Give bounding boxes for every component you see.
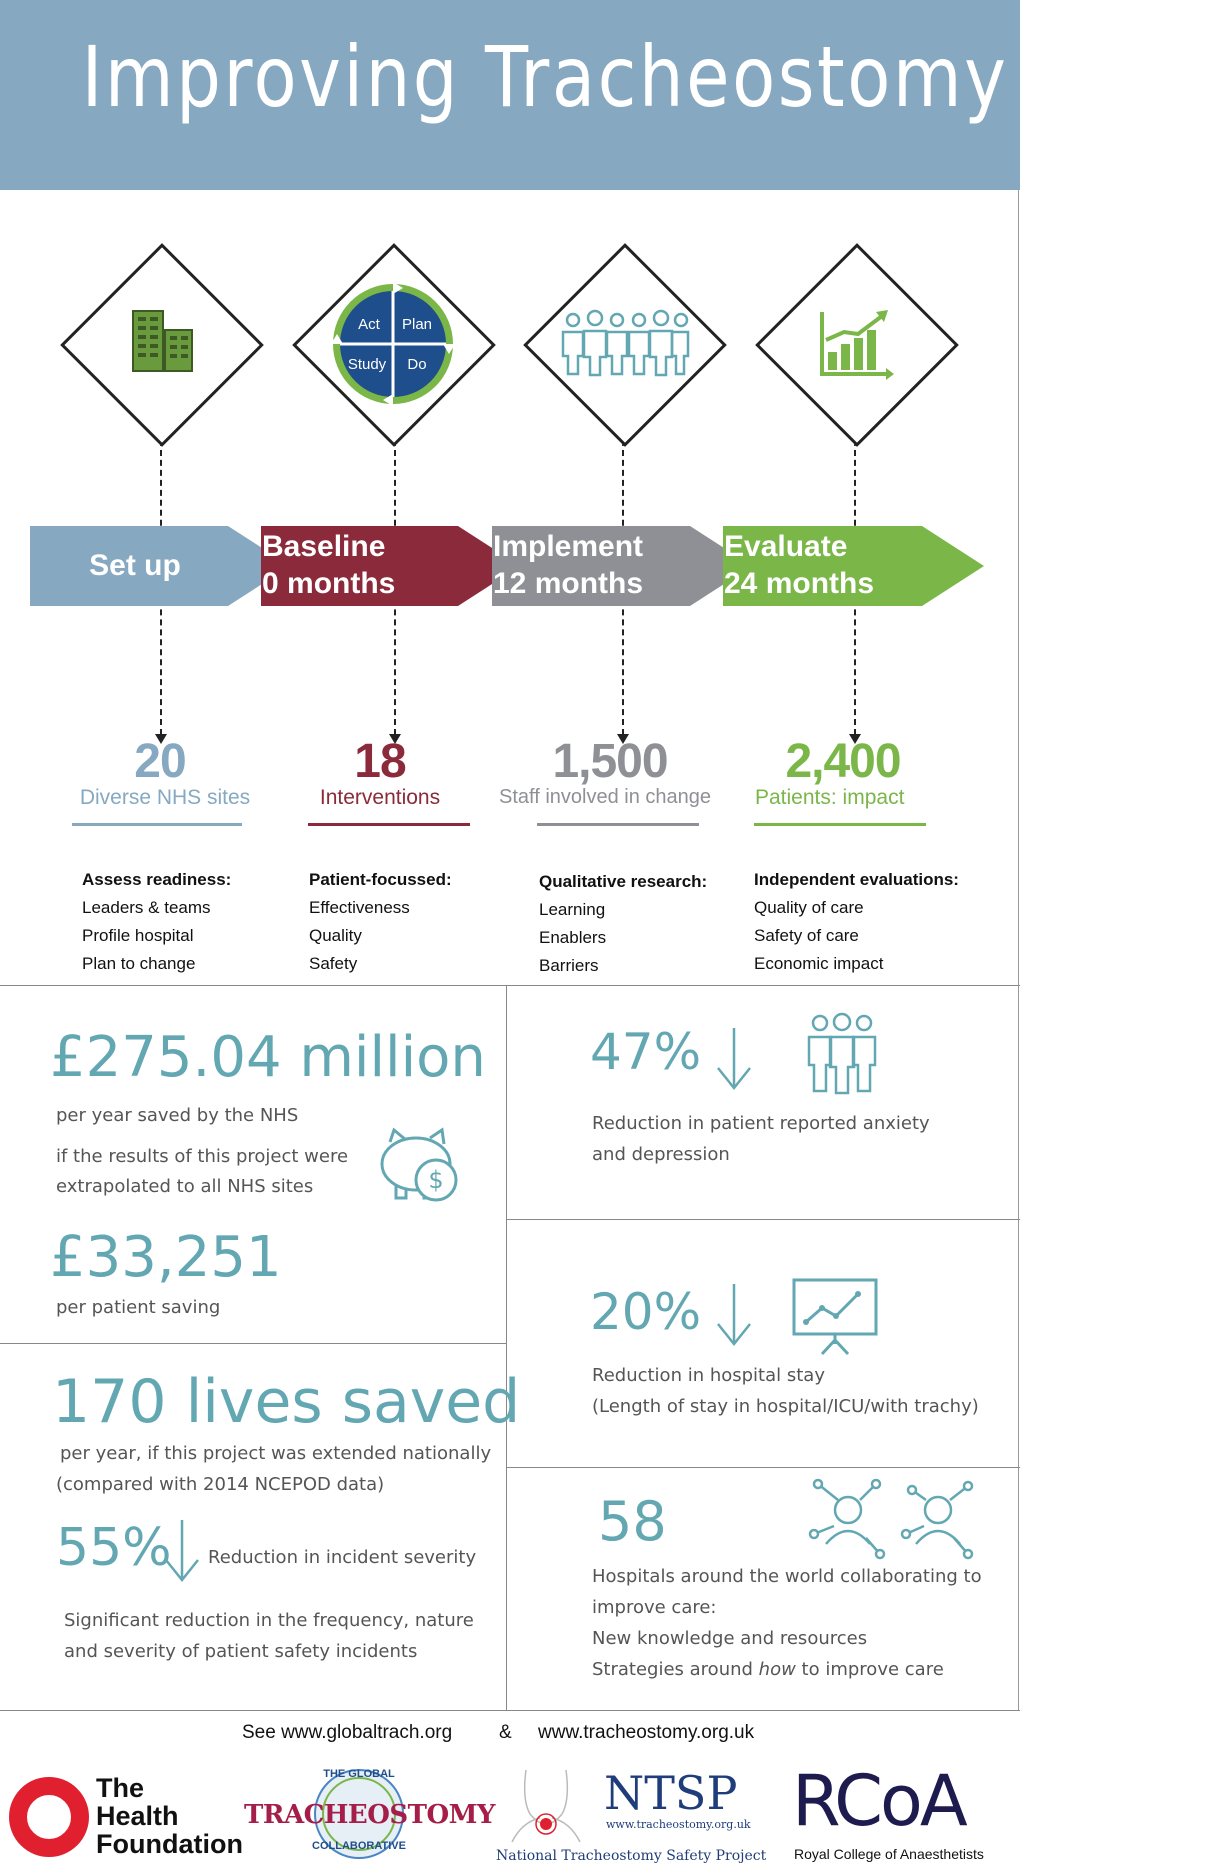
footer-ampersand: & xyxy=(499,1722,512,1743)
divider xyxy=(507,1219,1020,1220)
ntsp-url: www.tracheostomy.org.uk xyxy=(606,1818,751,1831)
divider xyxy=(0,985,1020,986)
down-arrow-icon xyxy=(714,1026,754,1092)
lives-text: per year, if this project was extended nationally xyxy=(60,1443,492,1464)
list-item: Barriers xyxy=(539,956,599,975)
footer-link-globaltrach[interactable]: See www.globaltrach.org xyxy=(242,1722,453,1743)
stage-label-implement: Implement 12 months xyxy=(493,530,644,600)
people-icon xyxy=(806,1013,878,1095)
building-icon xyxy=(128,308,198,374)
anxiety-text: Reduction in patient reported anxiety xyxy=(592,1113,930,1134)
down-arrow-icon xyxy=(162,1518,202,1584)
rcoa-abbr: RCoA xyxy=(792,1760,965,1842)
pdsa-label: Plan xyxy=(401,316,433,333)
ntsp-neck-icon xyxy=(506,1766,586,1842)
metric-label: Diverse NHS sites xyxy=(79,786,251,809)
hospitals-text: Strategies around how to improve care xyxy=(592,1659,944,1680)
anxiety-value: 47% xyxy=(590,1023,702,1081)
page-title: Improving Tracheostomy Care xyxy=(81,28,1207,126)
hospitals-text: New knowledge and resources xyxy=(592,1628,868,1649)
pdsa-label: Act xyxy=(358,316,380,333)
severity-label: Reduction in incident severity xyxy=(208,1547,477,1568)
stay-text: (Length of stay in hospital/ICU/with trachy) xyxy=(592,1396,979,1417)
phase-list-evaluate xyxy=(754,866,994,978)
phase-list-implement xyxy=(539,868,739,980)
divider xyxy=(506,985,507,1711)
hospitals-value: 58 xyxy=(598,1490,667,1553)
divider xyxy=(0,1343,506,1344)
per-patient-label: per patient saving xyxy=(56,1297,221,1318)
divider xyxy=(507,1467,1020,1468)
list-item: Enablers xyxy=(539,928,607,947)
phase-list-setup xyxy=(82,866,282,978)
gtc-main-text: TRACHEOSTOMY xyxy=(244,1800,495,1830)
phase-list-heading: Patient-focussed: xyxy=(309,870,452,889)
pdsa-label: Study xyxy=(347,356,387,373)
svg-text:$: $ xyxy=(428,1166,444,1194)
divider xyxy=(1018,190,1019,1710)
metric-label: Staff involved in change xyxy=(498,786,711,808)
piggy-bank-icon xyxy=(376,1124,462,1208)
ntsp-name: National Tracheostomy Safety Project xyxy=(496,1848,767,1864)
savings-text: extrapolated to all NHS sites xyxy=(56,1176,314,1197)
presentation-chart-icon xyxy=(792,1278,878,1356)
hospitals-text: Hospitals around the world collaborating to xyxy=(592,1566,982,1587)
health-foundation-logo-text: The Health Foundation xyxy=(96,1773,243,1859)
footer-links xyxy=(0,1718,1020,1748)
metric-number: 1,500 xyxy=(552,735,668,788)
severity-detail: and severity of patient safety incidents xyxy=(64,1641,418,1662)
phase-list-baseline xyxy=(309,866,509,978)
metric-underline xyxy=(754,823,926,826)
hospitals-text: improve care: xyxy=(592,1597,717,1618)
list-item: Safety xyxy=(309,954,358,973)
list-item: Learning xyxy=(539,900,606,919)
list-item: Quality of care xyxy=(754,898,864,917)
metric-underline xyxy=(308,823,470,826)
rcoa-name: Royal College of Anaesthetists xyxy=(794,1846,984,1862)
list-item: Effectiveness xyxy=(309,898,410,917)
stage-label-baseline: Baseline 0 months xyxy=(262,530,396,600)
gtc-top-text: THE GLOBAL xyxy=(323,1768,395,1780)
metric-number: 20 xyxy=(134,735,186,788)
health-foundation-logo-icon xyxy=(8,1776,90,1858)
metric-number: 18 xyxy=(354,735,406,788)
people-group-icon xyxy=(559,310,689,376)
stay-text: Reduction in hospital stay xyxy=(592,1365,825,1386)
network-people-icon xyxy=(808,1478,978,1558)
gtc-logo xyxy=(244,1764,495,1864)
list-item: Economic impact xyxy=(754,954,884,973)
header-banner xyxy=(0,0,1207,190)
stage-label-setup: Set up xyxy=(89,548,181,582)
list-item: Quality xyxy=(309,926,362,945)
ntsp-abbr: NTSP xyxy=(604,1766,738,1820)
phase-list-heading: Qualitative research: xyxy=(539,872,708,891)
stage-label-evaluate: Evaluate 24 months xyxy=(724,530,875,600)
list-item: Plan to change xyxy=(82,954,196,973)
severity-value: 55% xyxy=(56,1518,172,1578)
pdsa-cycle-icon xyxy=(331,282,455,406)
lives-text: (compared with 2014 NCEPOD data) xyxy=(56,1474,385,1495)
down-arrow-icon xyxy=(714,1282,754,1348)
rcoa-logo xyxy=(786,1760,1012,1866)
list-item: Leaders & teams xyxy=(82,898,211,917)
phase-list-heading: Assess readiness: xyxy=(82,870,232,889)
footer-link-tracheostomy[interactable]: www.tracheostomy.org.uk xyxy=(538,1722,755,1743)
anxiety-text: and depression xyxy=(592,1144,730,1165)
ntsp-logo xyxy=(494,1762,767,1868)
list-item: Profile hospital xyxy=(82,926,194,945)
gtc-bottom-text: COLLABORATIVE xyxy=(312,1840,406,1852)
stay-value: 20% xyxy=(590,1283,702,1341)
metric-number: 2,400 xyxy=(785,735,901,788)
savings-amount: £275.04 million xyxy=(50,1025,486,1090)
per-patient-amount: £33,251 xyxy=(50,1225,282,1290)
phase-list-heading: Independent evaluations: xyxy=(754,870,959,889)
savings-text: if the results of this project were xyxy=(56,1146,349,1167)
lives-saved-title: 170 lives saved xyxy=(52,1367,521,1437)
growth-chart-icon xyxy=(814,310,894,382)
pdsa-label: Do xyxy=(407,356,427,373)
metric-underline xyxy=(72,823,242,826)
divider xyxy=(0,1710,1020,1711)
savings-text: per year saved by the NHS xyxy=(56,1105,299,1126)
severity-detail: Significant reduction in the frequency, nature xyxy=(64,1610,474,1631)
metric-label: Patients: impact xyxy=(755,786,905,809)
metric-underline xyxy=(537,823,699,826)
list-item: Safety of care xyxy=(754,926,859,945)
metric-label: Interventions xyxy=(319,786,441,809)
